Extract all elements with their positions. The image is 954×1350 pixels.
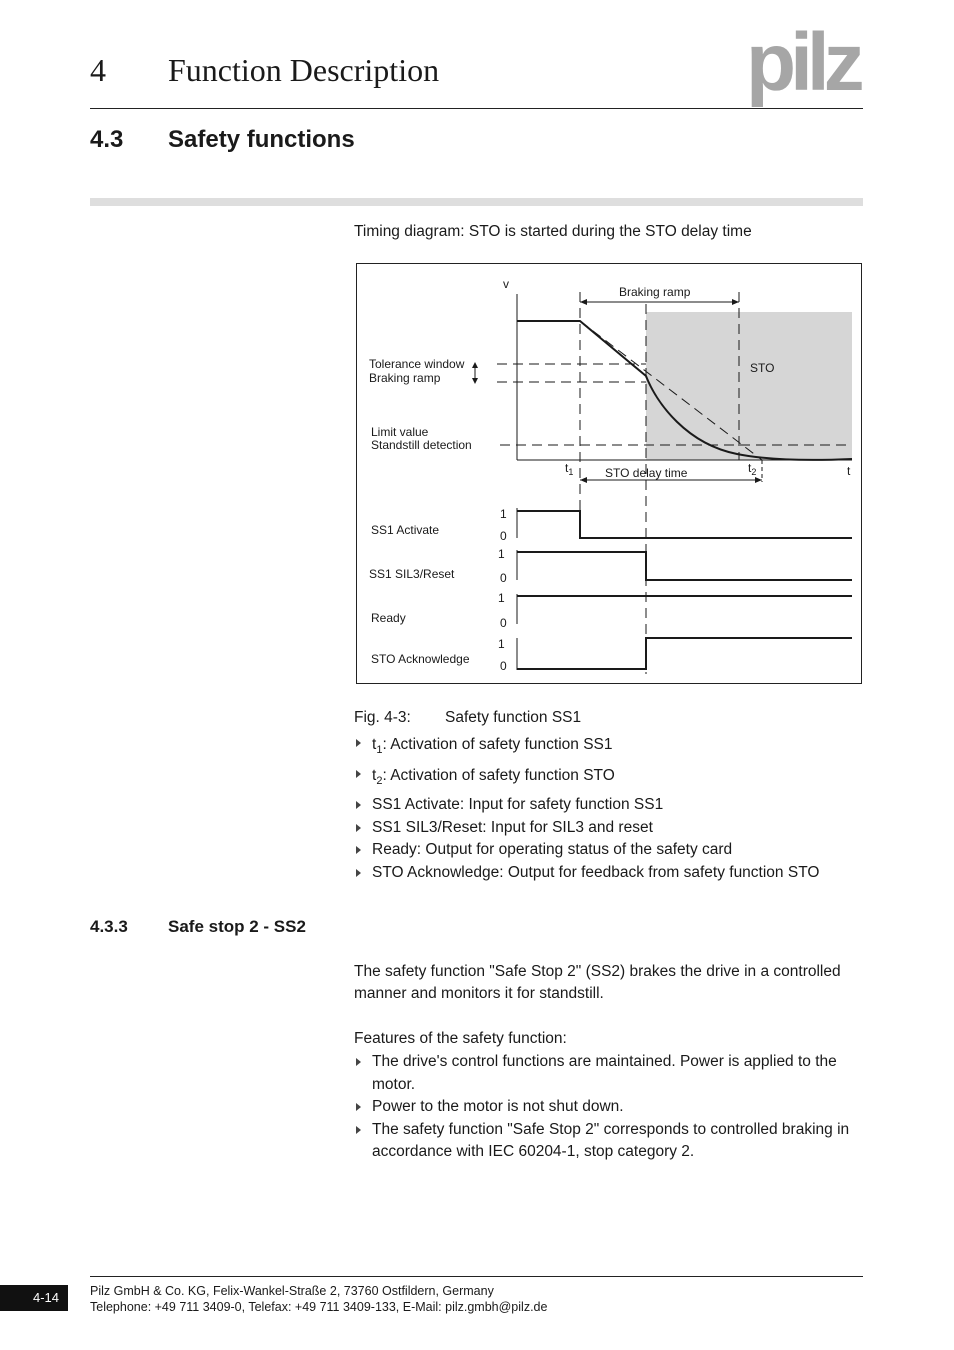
footer-line-2: Telephone: +49 711 3409-0, Telefax: +49 711 3409-133, E-Mail: pilz.gmbh@pilz.de <box>90 1300 548 1314</box>
list-item: SS1 Activate: Input for safety function SS1 <box>354 794 864 817</box>
figure-title: Safety function SS1 <box>445 709 582 726</box>
section-number: 4.3 <box>90 126 124 153</box>
chapter-number: 4 <box>90 52 106 88</box>
footer-address <box>90 1283 547 1315</box>
signal-sto-ack-high: 1 <box>498 637 505 651</box>
signal-ss1-sil3-trace <box>517 552 852 580</box>
sto-label: STO <box>750 361 775 375</box>
signal-ss1-activate-name: SS1 Activate <box>371 523 440 537</box>
signal-ready-high: 1 <box>498 591 505 605</box>
subsection-number: 4.3.3 <box>90 917 128 936</box>
features-list <box>354 1051 864 1164</box>
figure-legend-list <box>354 732 864 884</box>
signal-sto-ack-trace <box>517 638 852 669</box>
timing-diagram <box>356 263 862 684</box>
subsection-paragraph: The safety function "Safe Stop 2" (SS2) brakes the drive in a controlled manner and monitors it for standstill. <box>354 963 841 1002</box>
features-heading: Features of the safety function: <box>354 1030 567 1047</box>
footer-line-1: Pilz GmbH & Co. KG, Felix-Wankel-Straße 2, 73760 Ostfildern, Germany <box>90 1284 494 1298</box>
braking-ramp-arrow-right <box>732 299 739 305</box>
braking-ramp-label: Braking ramp <box>619 285 691 299</box>
signal-ss1-activate-high: 1 <box>500 507 507 521</box>
subsection-title: Safe stop 2 - SS2 <box>168 917 306 936</box>
section-divider-bar <box>90 198 863 206</box>
sto-region <box>646 312 852 460</box>
tolerance-arrow-up <box>472 362 478 368</box>
list-item: Power to the motor is not shut down. <box>354 1096 864 1119</box>
signal-ss1-activate-trace <box>517 511 852 538</box>
pilz-logo: pilz <box>746 17 859 108</box>
tolerance-label-line1: Tolerance window <box>369 357 465 371</box>
figure-label: Fig. 4-3: <box>354 709 411 726</box>
braking-ramp-arrow-left <box>580 299 587 305</box>
timing-diagram-svg <box>357 264 863 685</box>
list-item: The drive's control functions are maintained. Power is applied to the motor. <box>354 1051 864 1096</box>
footer-rule <box>90 1276 863 1277</box>
limit-label-line2: Standstill detection <box>371 438 472 452</box>
signal-ss1-activate-low: 0 <box>500 529 507 543</box>
list-item: SS1 SIL3/Reset: Input for SIL3 and reset <box>354 817 864 840</box>
list-item: $t_2$: Activation of safety function STO <box>354 763 864 794</box>
diagram-intro: Timing diagram: STO is started during the STO delay time <box>354 223 752 240</box>
signal-ready-name: Ready <box>371 611 406 625</box>
signal-ss1-sil3-high: 1 <box>498 547 505 561</box>
limit-label-line1: Limit value <box>371 425 429 439</box>
t-axis-label: t <box>847 464 851 478</box>
list-item: $t_1$: Activation of safety function SS1 <box>354 732 864 763</box>
v-axis-label: v <box>503 277 509 291</box>
list-item: The safety function "Safe Stop 2" corresponds to controlled braking in accordance with IEC 60204-1, stop category 2. <box>354 1119 864 1164</box>
t1-label: $t_1$ <box>565 461 574 477</box>
header-rule <box>90 108 863 109</box>
sto-delay-arrow-left <box>580 477 587 483</box>
sto-delay-arrow-right <box>755 477 762 483</box>
tolerance-label-line2: Braking ramp <box>369 371 441 385</box>
chapter-title: Function Description <box>168 52 440 88</box>
tolerance-arrow-down <box>472 378 478 384</box>
list-item: Ready: Output for operating status of the safety card <box>354 839 864 862</box>
signal-ss1-sil3-name: SS1 SIL3/Reset <box>369 567 455 581</box>
signal-sto-ack-low: 0 <box>500 659 507 673</box>
page-number: 4-14 <box>0 1285 68 1311</box>
list-item: STO Acknowledge: Output for feedback from safety function STO <box>354 862 864 885</box>
figure-caption <box>354 709 582 727</box>
signal-ready-low: 0 <box>500 616 507 630</box>
signal-ss1-sil3-low: 0 <box>500 571 507 585</box>
t2-label: $t_2$ <box>748 461 757 477</box>
section-title: Safety functions <box>168 126 355 153</box>
signal-sto-ack-name: STO Acknowledge <box>371 652 470 666</box>
sto-delay-label: STO delay time <box>605 466 688 480</box>
